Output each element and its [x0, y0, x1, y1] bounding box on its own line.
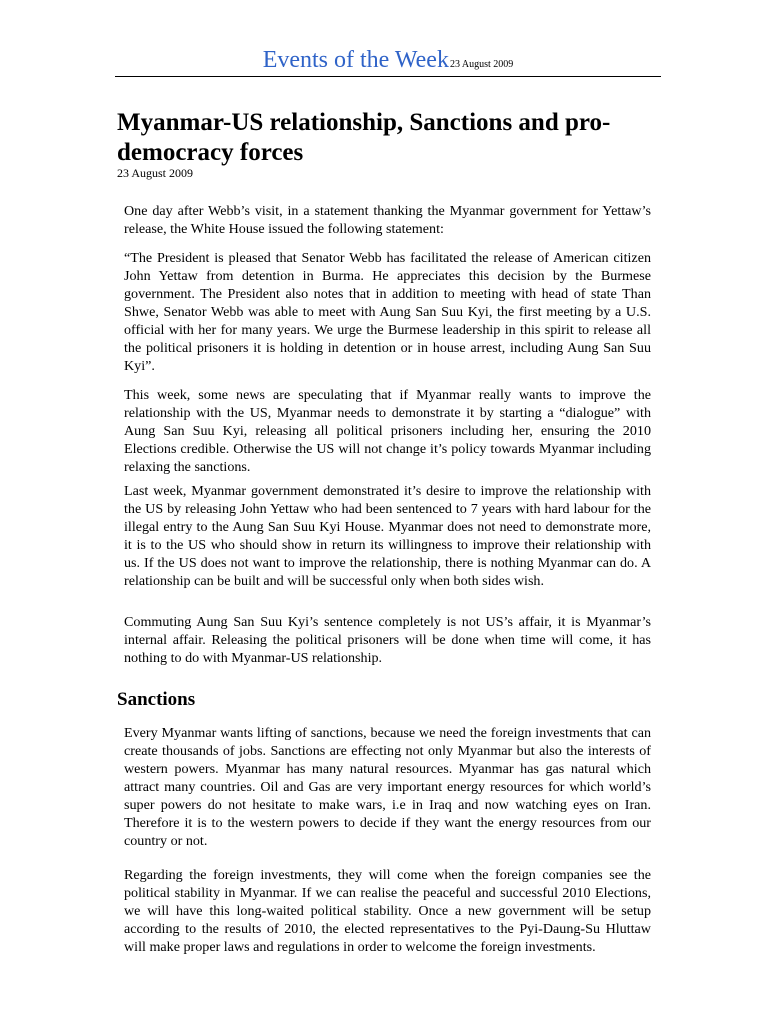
quote-paragraph: “The President is pleased that Senator Webb has facilitated the release of American citizen John Yettaw from detention in Burma. He appreciates this decision by the Burmese government. The President also notes that in addition to meeting with head of state Than Shwe, Senator Webb was able to meet with Aung San Suu Kyi, the first meeting by a U.S. official with her for many years. We urge the Burmese leadership in this spirit to release all the political prisoners it is holding in detention or in house arrest, including Aung San Suu Kyi”. — [124, 250, 651, 374]
header-title: Events of the Week — [262, 47, 449, 73]
article-title: Myanmar-US relationship, Sanctions and pro-democracy forces — [117, 109, 611, 166]
paragraph: One day after Webb’s visit, in a statement thanking the Myanmar government for Yettaw’s release, the White House issued the following statement: — [124, 203, 651, 237]
paragraph: Every Myanmar wants lifting of sanctions, because we need the foreign investments that can create thousands of jobs. Sanctions are effecting not only Myanmar but also the interests of western powers. Myanmar has many natural resources. Myanmar has gas natural which attract many countries. Oil and Gas are very important energy resources for which world’s super powers do not hesitate to make wars, i.e in Iraq and now watching eyes on Iran. Therefore it is to the western powers to decide if they want the energy resources from our country or not. — [124, 725, 651, 849]
paragraph: Regarding the foreign investments, they will come when the foreign companies see the political stability in Myanmar. If we can realise the peaceful and successful 2010 Elections, we will have this long-waited political stability. Once a new government will be setup according to the results of 2010, the elected representatives to the Pyi-Daung-Su Hluttaw will make proper laws and regulations in order to welcome the foreign investments. — [124, 867, 651, 955]
section-body — [124, 724, 651, 956]
paragraph: Commuting Aung San Suu Kyi’s sentence completely is not US’s affair, it is Myanmar’s internal affair. Releasing the political prisoners will be done when time will come, it has nothing to do with Myanmar-US relationship. — [124, 614, 651, 666]
paragraph: Last week, Myanmar government demonstrated it’s desire to improve the relationship with the US by releasing John Yettaw who had been sentenced to 7 years with hard labour for the illegal entry to the Aung San Suu Kyi House. Myanmar does not need to demonstrate more, it is to the US who should show in return its willingness to improve their relationship with us. If the US does not want to improve the relationship, there is nothing Myanmar can do. A relationship can be built and will be successful only when both sides wish. — [124, 483, 651, 589]
paragraph: This week, some news are speculating that if Myanmar really wants to improve the relationship with the US, Myanmar needs to demonstrate it by starting a “dialogue” with Aung San Suu Kyi, releasing all political prisoners including her, ensuring the 2010 Elections credible. Otherwise the US will not change it’s policy towards Myanmar including relaxing the sanctions. — [124, 387, 651, 475]
header-date: 23 August 2009 — [449, 59, 514, 70]
page-header — [115, 44, 661, 77]
section-heading: Sanctions — [117, 689, 196, 710]
article-date: 23 August 2009 — [117, 166, 194, 180]
article-body — [124, 202, 651, 667]
